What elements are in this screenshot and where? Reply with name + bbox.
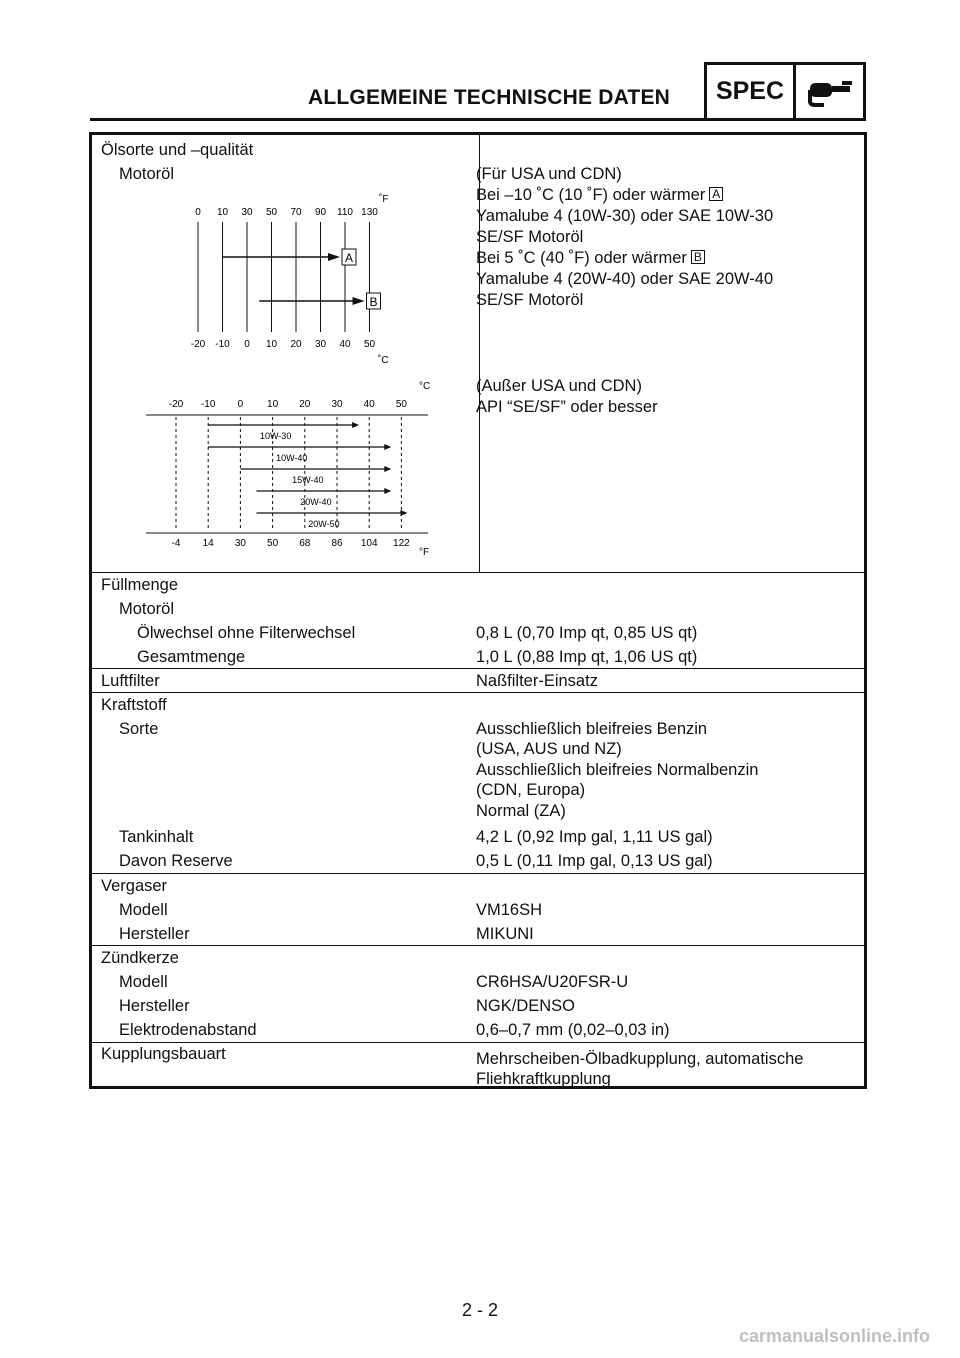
chart2-grade-label: 10W-30 [259, 431, 292, 441]
page-number: 2 - 2 [461, 1300, 499, 1320]
oil-other-line: API “SE/SF” oder besser [476, 398, 658, 416]
header-rule [90, 118, 704, 121]
chart1-c-tick: 40 [339, 339, 351, 350]
fuel-type-value-3: Ausschließlich bleifreies Normalbenzin [476, 761, 759, 779]
spark-plug-model-label: Modell [119, 973, 168, 991]
chart2-f-tick: 122 [393, 538, 410, 549]
chart2-f-tick: 86 [331, 538, 343, 549]
fuel-type-label: Sorte [119, 720, 159, 738]
chart1-c-tick: -10 [215, 339, 230, 350]
marker-b: B [691, 250, 705, 264]
oil-viscosity-chart [136, 375, 436, 560]
chart2-f-tick: 30 [234, 538, 246, 549]
capacity-row1-value: 0,8 L (0,70 Imp qt, 0,85 US qt) [476, 624, 698, 642]
spark-plug-maker-label: Hersteller [119, 997, 190, 1015]
chart1-f-tick: 30 [241, 207, 253, 218]
chart2-f-tick: 68 [299, 538, 311, 549]
capacity-row1-label: Ölwechsel ohne Filterwechsel [137, 624, 356, 642]
chart2-grade-arrowhead [384, 488, 391, 494]
chart1-f-tick: 0 [195, 207, 201, 218]
row-divider [92, 572, 864, 573]
chart2-grade-label: 20W-50 [308, 519, 340, 529]
chart2-c-tick: 10 [267, 399, 279, 410]
fuel-tank-value: 4,2 L (0,92 Imp gal, 1,11 US gal) [476, 828, 713, 846]
oil-usa-line-b2: Yamalube 4 (20W-40) oder SAE 20W-40 [476, 270, 774, 288]
chart1-f-tick: 90 [314, 207, 327, 218]
chart1-c-tick: 0 [244, 339, 250, 350]
row-divider [92, 668, 864, 669]
chart1-marker-b: B [369, 295, 378, 309]
clutch-value-2: Fliehkraftkupplung [476, 1070, 611, 1088]
spark-plug-maker-value: NGK/DENSO [476, 997, 576, 1015]
chart1-c-unit: ˚C [378, 355, 389, 366]
chart1-arrowhead-a [328, 253, 340, 261]
chart2-c-tick: -10 [200, 399, 216, 410]
row-divider [92, 873, 864, 874]
chart1-c-tick: 30 [314, 339, 327, 350]
oil-usa-line-a: Bei –10 ˚C (10 ˚F) oder wärmer A [476, 185, 723, 205]
chart2-f-tick: -4 [171, 538, 181, 549]
chart2-grade-arrowhead [400, 510, 407, 516]
fuel-type-value-2: (USA, AUS und NZ) [476, 740, 622, 758]
chart1-arrowhead-b [353, 297, 365, 305]
chart1-c-tick: -20 [190, 339, 206, 350]
oil-can-icon [796, 65, 863, 118]
oil-usa-line-a3: SE/SF Motoröl [476, 228, 584, 246]
chart1-f-tick: 130 [361, 207, 378, 218]
clutch-label: Kupplungsbauart [101, 1045, 226, 1063]
chart2-grade-arrowhead [352, 422, 359, 428]
chart2-grade-label: 15W-40 [292, 475, 324, 485]
capacity-section-label: Füllmenge [101, 576, 179, 594]
carburetor-maker-label: Hersteller [119, 925, 190, 943]
chart1-c-tick: 20 [290, 339, 302, 350]
spark-plug-model-value: CR6HSA/U20FSR-U [476, 973, 629, 991]
fuel-tank-label: Tankinhalt [119, 828, 194, 846]
oil-usa-line-b: Bei 5 ˚C (40 ˚F) oder wärmer B [476, 248, 705, 268]
clutch-value-1: Mehrscheiben-Ölbadkupplung, automatische [476, 1050, 804, 1068]
chart2-grade-label: 10W-40 [276, 453, 308, 463]
page-title: ALLGEMEINE TECHNISCHE DATEN [308, 86, 671, 109]
chart2-grade-arrowhead [384, 466, 391, 472]
fuel-type-value-5: Normal (ZA) [476, 802, 566, 820]
chart2-c-tick: 50 [395, 399, 407, 410]
chart1-f-tick: 110 [337, 207, 353, 218]
chart1-c-tick: 50 [363, 339, 376, 350]
chart1-c-tick: 10 [265, 339, 278, 350]
air-filter-value: Naßfilter-Einsatz [476, 672, 598, 690]
spec-label: SPEC [707, 65, 796, 118]
chart2-grade-label: 20W-40 [300, 497, 332, 507]
row-divider [92, 692, 864, 693]
spec-table [89, 132, 867, 1089]
chart2-f-tick: 104 [360, 538, 378, 549]
fuel-reserve-label: Davon Reserve [119, 852, 233, 870]
chart1-marker-a: A [344, 251, 354, 265]
spark-plug-gap-value: 0,6–0,7 mm (0,02–0,03 in) [476, 1021, 670, 1039]
capacity-row2-value: 1,0 L (0,88 Imp qt, 1,06 US qt) [476, 648, 698, 666]
spark-plug-gap-label: Elektrodenabstand [119, 1021, 257, 1039]
chart2-f-unit: °F [419, 547, 430, 558]
oil-temperature-chart-usa [174, 185, 424, 370]
oil-usa-line-b3: SE/SF Motoröl [476, 291, 584, 309]
row-divider [92, 1042, 864, 1043]
fuel-type-value-4: (CDN, Europa) [476, 781, 586, 799]
chart2-f-tick: 14 [202, 538, 214, 549]
capacity-row2-label: Gesamtmenge [137, 648, 246, 666]
chart1-f-tick: 50 [265, 207, 278, 218]
fuel-reserve-value: 0,5 L (0,11 Imp gal, 0,13 US gal) [476, 852, 713, 870]
fuel-section-label: Kraftstoff [101, 696, 167, 714]
chart2-c-tick: 40 [363, 399, 375, 410]
spec-badge [704, 62, 866, 121]
chart2-grade-arrowhead [384, 444, 391, 450]
watermark: carmanualsonline.info [738, 1326, 930, 1346]
chart2-c-unit: °C [419, 381, 431, 392]
oil-usa-line-a2: Yamalube 4 (10W-30) oder SAE 10W-30 [476, 207, 774, 225]
row-divider [92, 945, 864, 946]
carburetor-model-label: Modell [119, 901, 168, 919]
oil-section-label: Ölsorte und –qualität [101, 141, 254, 159]
marker-a: A [709, 187, 723, 201]
oil-usa-heading: (Für USA und CDN) [476, 165, 622, 183]
air-filter-label: Luftfilter [101, 672, 160, 690]
capacity-oil-label: Motoröl [119, 600, 175, 618]
chart2-c-tick: 30 [331, 399, 343, 410]
carburetor-section-label: Vergaser [101, 877, 168, 895]
chart2-f-tick: 50 [267, 538, 279, 549]
oil-other-heading: (Außer USA und CDN) [476, 377, 642, 395]
chart1-f-tick: 10 [216, 207, 229, 218]
chart1-f-tick: 70 [290, 207, 302, 218]
fuel-type-value-1: Ausschließlich bleifreies Benzin [476, 720, 708, 738]
chart2-c-tick: 0 [237, 399, 244, 410]
chart2-c-tick: 20 [299, 399, 311, 410]
carburetor-maker-value: MIKUNI [476, 925, 534, 943]
carburetor-model-value: VM16SH [476, 901, 543, 919]
chart1-f-unit: ˚F [379, 194, 389, 205]
chart2-c-tick: -20 [168, 399, 184, 410]
spark-plug-section-label: Zündkerze [101, 949, 179, 967]
oil-label: Motoröl [119, 165, 175, 183]
